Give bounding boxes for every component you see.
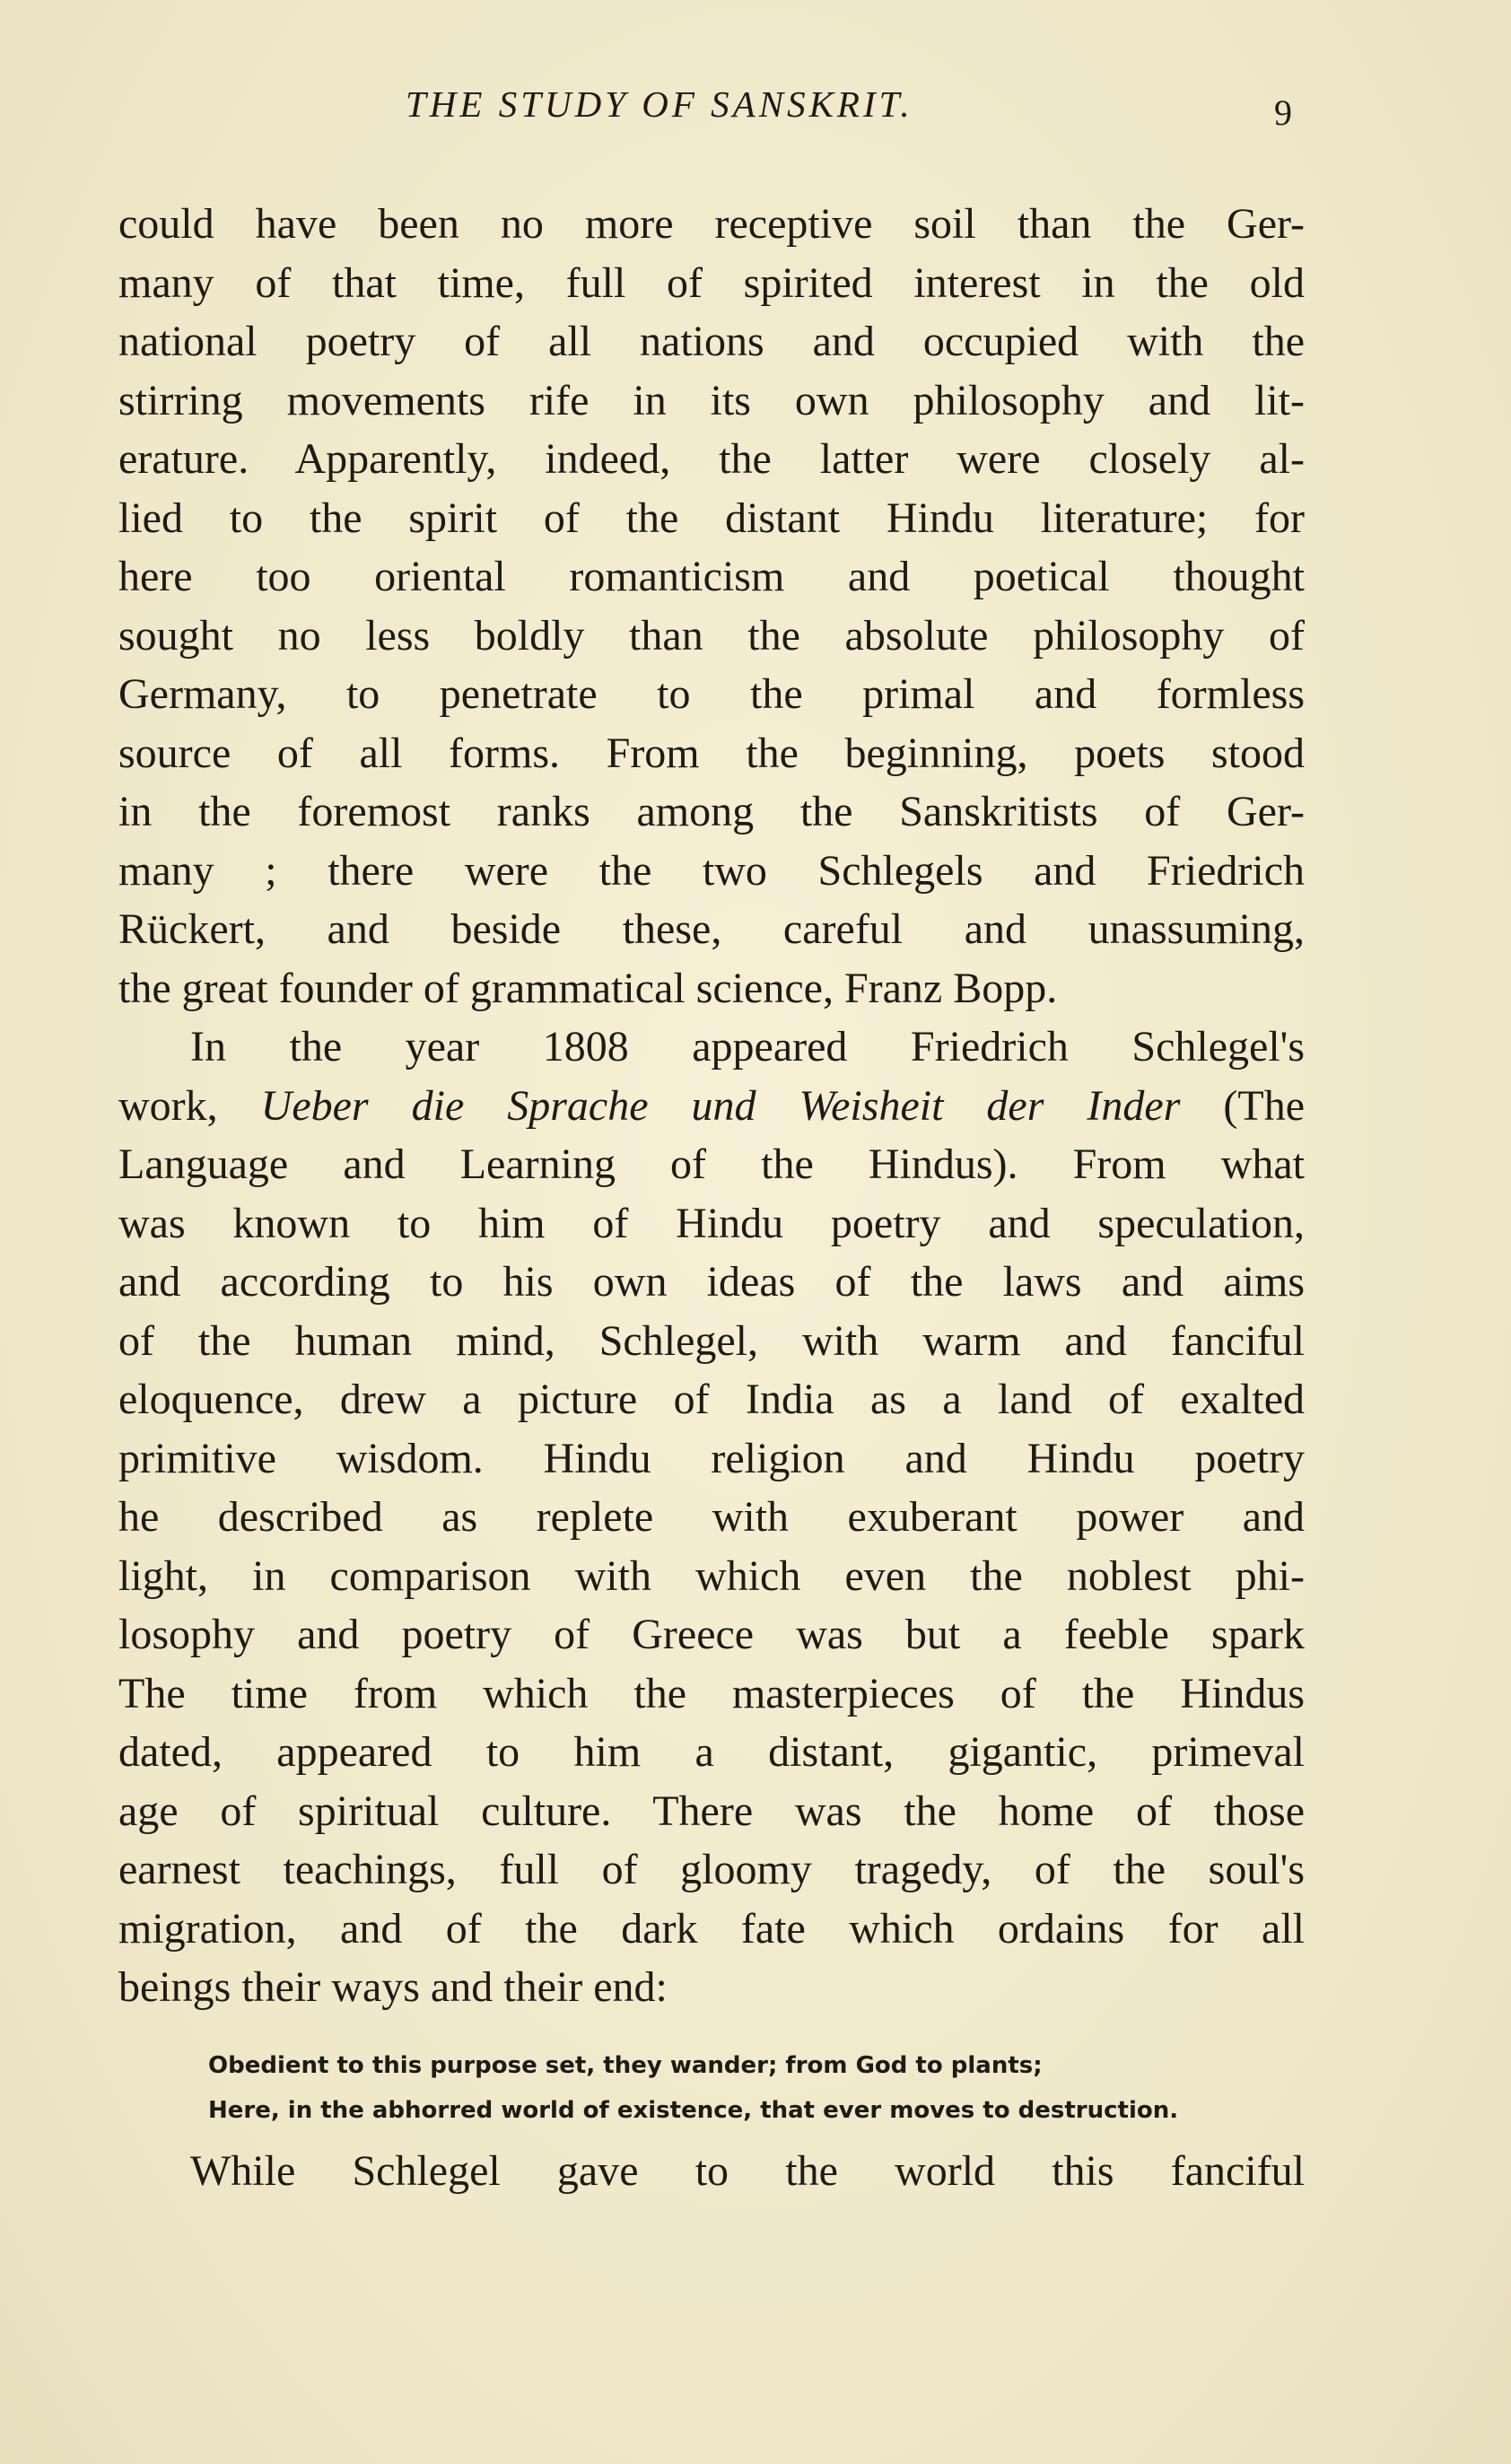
- text-line: primitive wisdom. Hindu religion and Hindu poetry: [118, 1434, 1305, 1482]
- text-fragment: (The: [1180, 1081, 1305, 1130]
- text-line: in the foremost ranks among the Sanskritists of Ger-: [118, 788, 1305, 835]
- page-number: 9: [1274, 92, 1292, 133]
- body-text-continued: [118, 2142, 1305, 2201]
- text-line: Germany, to penetrate to the primal and formless: [118, 670, 1305, 718]
- text-line: migration, and of the dark fate which ordains for all: [118, 1904, 1305, 1953]
- body-text: [118, 195, 1305, 2017]
- text-line: here too oriental romanticism and poetical thought: [118, 553, 1305, 600]
- text-line: national poetry of all nations and occupied with the: [118, 318, 1305, 365]
- text-line: could have been no more receptive soil than the Ger-: [118, 200, 1305, 248]
- text-line: Language and Learning of the Hindus). From what: [118, 1140, 1305, 1188]
- text-line: source of all forms. From the beginning, poets stood: [118, 729, 1305, 777]
- text-line: Rückert, and beside these, careful and unassuming,: [118, 905, 1305, 953]
- text-line-with-title: [118, 1077, 1305, 1136]
- text-line: dated, appeared to him a distant, gigantic, primeval: [118, 1728, 1305, 1776]
- book-title-italic: Ueber die Sprache und Weisheit der Inder: [260, 1081, 1181, 1130]
- text-line: the great founder of grammatical science, Franz Bopp.: [118, 964, 1058, 1012]
- text-line: he described as replete with exuberant power and: [118, 1493, 1305, 1541]
- verse-line: Here, in the abhorred world of existence, that ever moves to destruction.: [208, 2097, 1179, 2124]
- verse-quotation: [208, 2043, 1285, 2133]
- text-line: earnest teachings, full of gloomy tragedy, of the soul's: [118, 1846, 1305, 1893]
- text-line: many ; there were the two Schlegels and Friedrich: [118, 846, 1305, 895]
- text-fragment: work,: [118, 1081, 261, 1130]
- text-line: sought no less boldly than the absolute philosophy of: [118, 611, 1305, 660]
- text-line: eloquence, drew a picture of India as a land of exalted: [118, 1376, 1305, 1423]
- running-title: THE STUDY OF SANSKRIT.: [406, 83, 913, 125]
- text-line: light, in comparison with which even the noblest phi-: [118, 1551, 1305, 1600]
- text-line: and according to his own ideas of the laws and aims: [118, 1258, 1305, 1306]
- text-line-paragraph-start: In the year 1808 appeared Friedrich Schlegel's: [190, 1023, 1305, 1070]
- text-line: The time from which the masterpieces of the Hindus: [118, 1669, 1305, 1717]
- running-head: [0, 83, 1511, 136]
- text-line: stirring movements rife in its own philosophy and lit-: [118, 376, 1305, 424]
- text-line: lied to the spirit of the distant Hindu literature; for: [118, 494, 1305, 542]
- text-line-paragraph-start: While Schlegel gave to the world this fanciful: [190, 2147, 1305, 2195]
- verse-line: Obedient to this purpose set, they wander; from God to plants;: [208, 2052, 1043, 2079]
- text-line: beings their ways and their end:: [118, 1963, 668, 2011]
- text-line: was known to him of Hindu poetry and speculation,: [118, 1199, 1305, 1247]
- text-line: many of that time, full of spirited interest in the old: [118, 258, 1305, 307]
- text-line: losophy and poetry of Greece was but a feeble spark: [118, 1611, 1305, 1658]
- text-line: erature. Apparently, indeed, the latter were closely al-: [118, 435, 1305, 483]
- text-line: age of spiritual culture. There was the home of those: [118, 1787, 1305, 1835]
- text-line: of the human mind, Schlegel, with warm and fanciful: [118, 1316, 1305, 1365]
